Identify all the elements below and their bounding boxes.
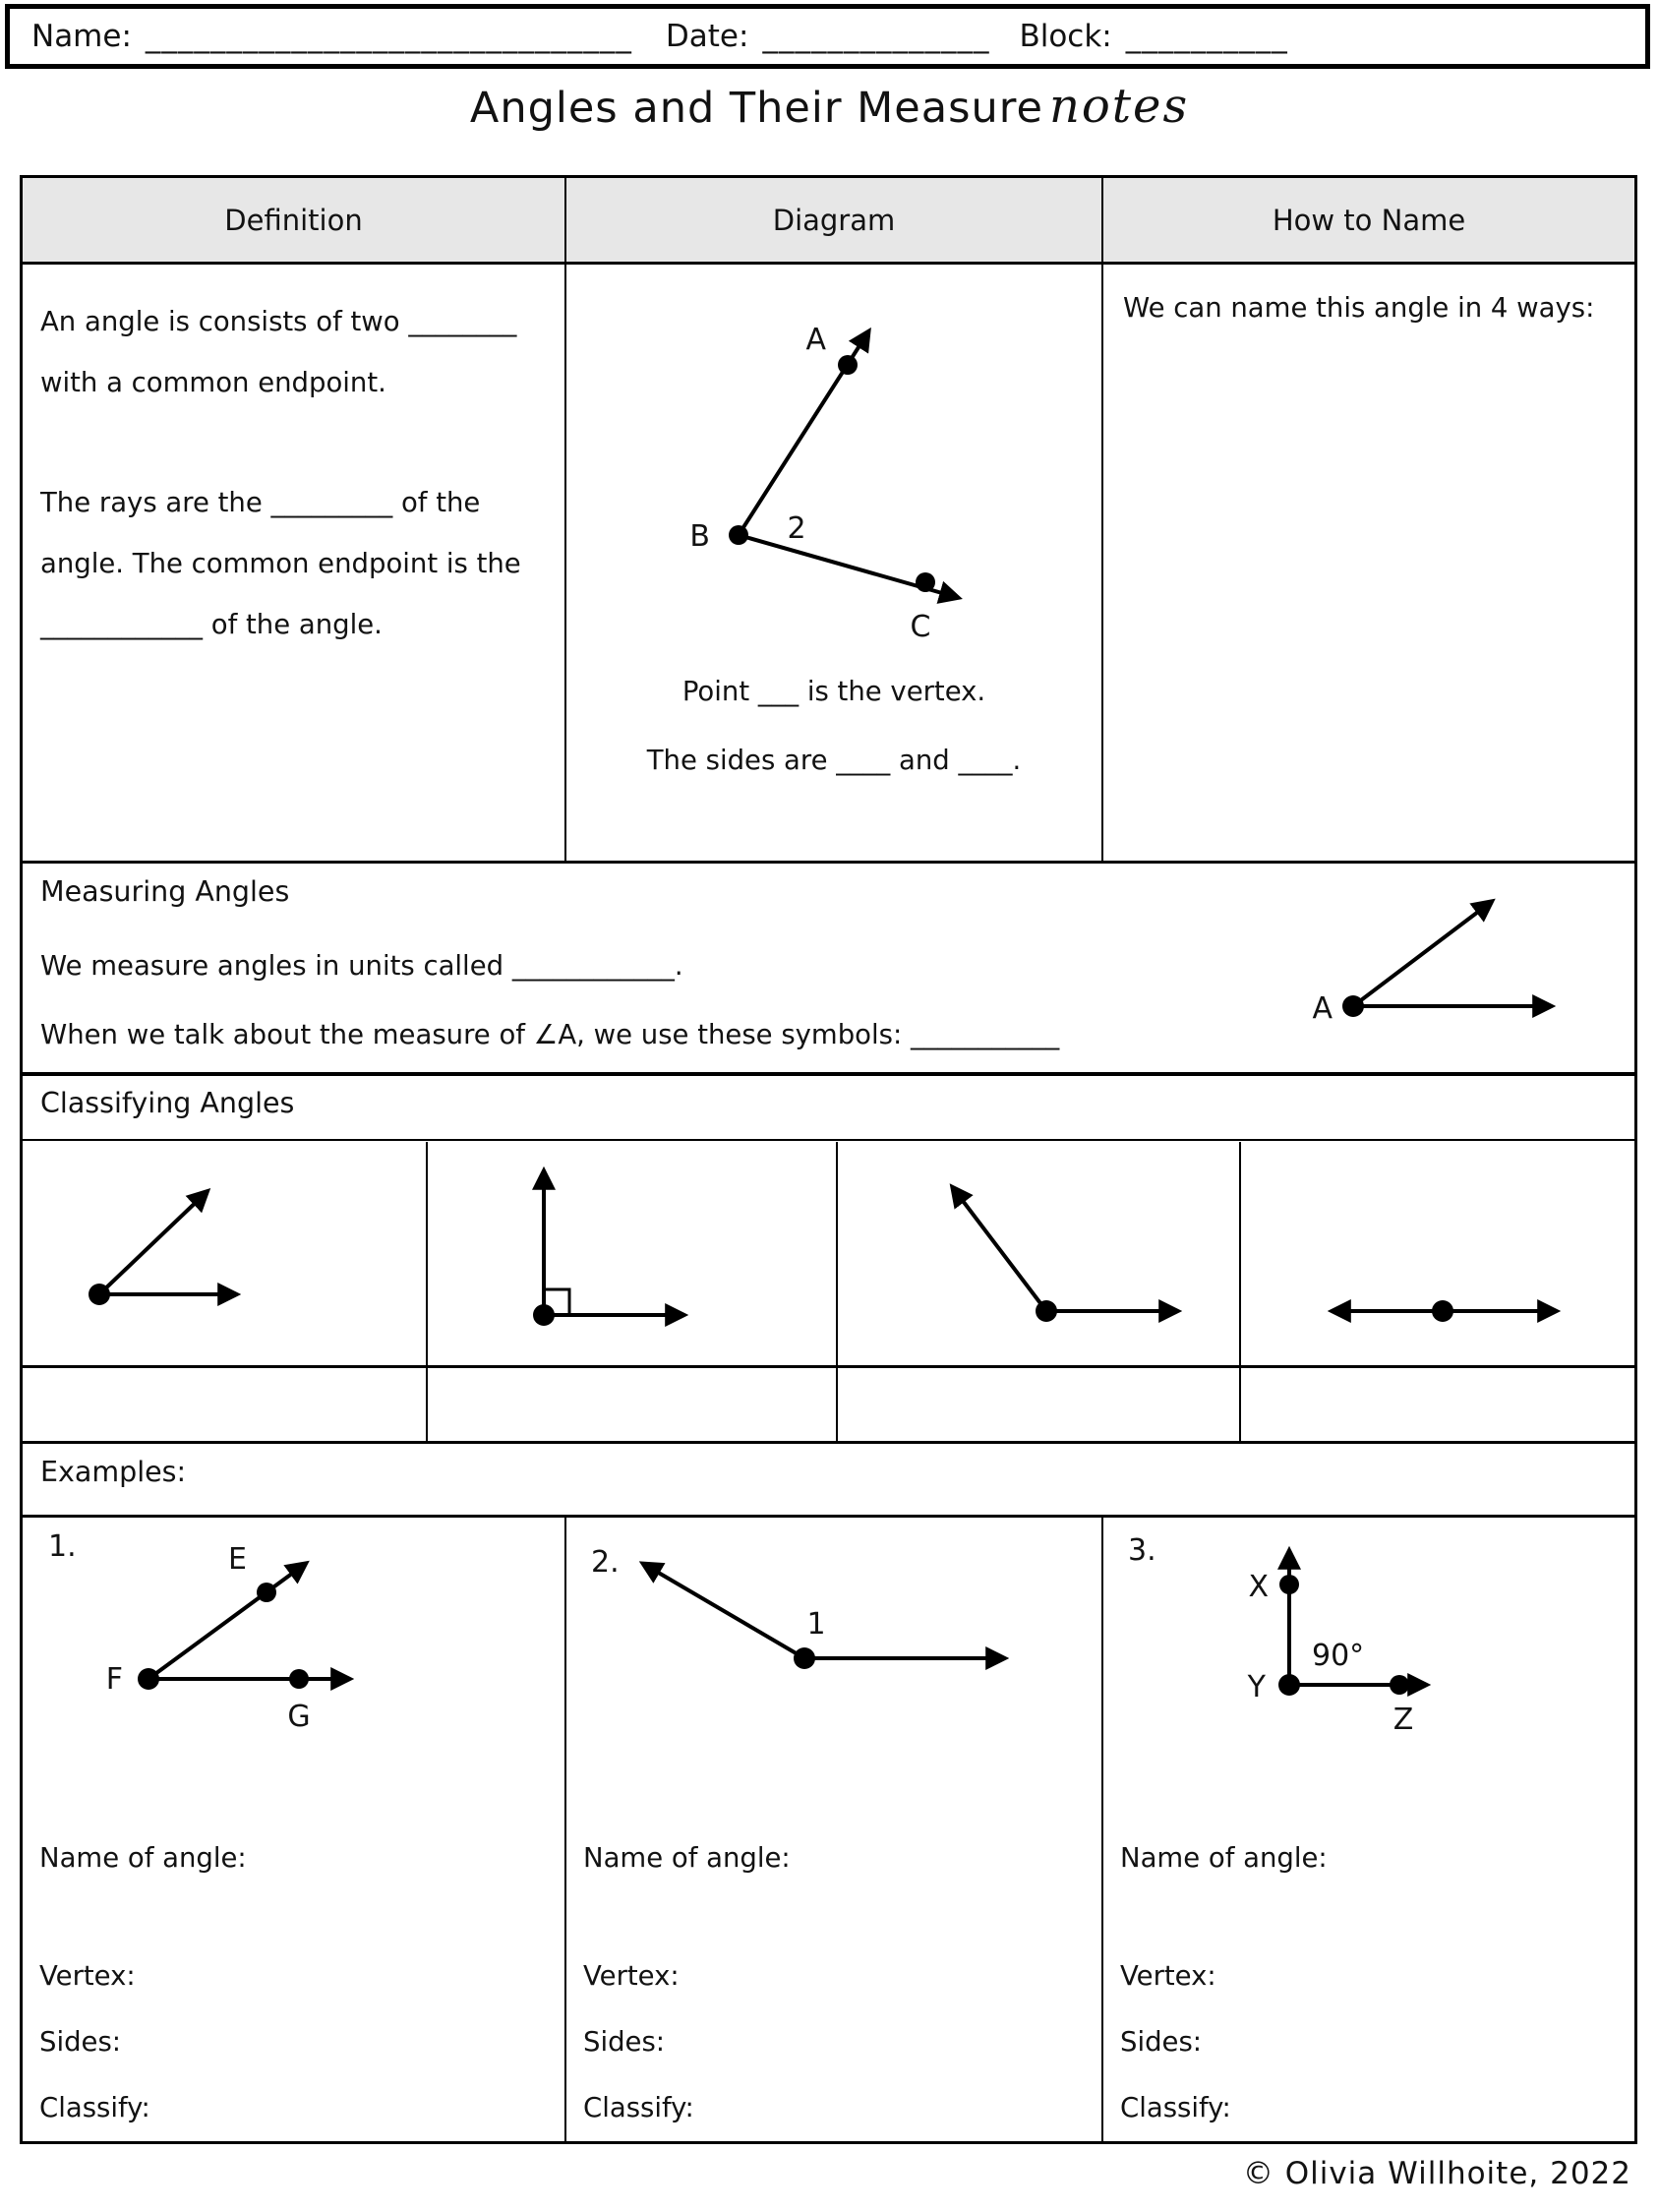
ray-diagonal <box>99 1193 206 1294</box>
date-label: Date: <box>665 19 749 54</box>
vertex-label: Vertex: <box>39 1960 136 1992</box>
classify-label: Classify: <box>1120 2092 1231 2123</box>
point-c-dot <box>916 572 935 592</box>
sides-label: Sides: <box>583 2026 666 2058</box>
how-to-name-text: We can name this angle in 4 ways: <box>1123 292 1595 324</box>
label-y: Y <box>1247 1670 1266 1704</box>
obtuse-angle-cell <box>838 1142 1241 1365</box>
measuring-angles-cell <box>23 864 1634 1072</box>
label-90-degrees: 90° <box>1312 1639 1365 1673</box>
measuring-line-2: When we talk about the measure of ∠A, we use these symbols: ___________ <box>40 1019 1060 1050</box>
page-title-notes-script: notes <box>1048 79 1190 134</box>
ray-up-left <box>645 1565 804 1658</box>
right-angle-diagram <box>428 1142 838 1365</box>
right-answer-cell <box>428 1368 838 1441</box>
angle-efg-diagram <box>23 1518 566 1793</box>
name-date-block-strip <box>5 4 1650 69</box>
vertex-caption: Point ___ is the vertex. <box>681 676 986 707</box>
point-z-dot <box>1390 1675 1409 1695</box>
obtuse-answer-cell <box>838 1368 1241 1441</box>
examples-heading: Examples: <box>40 1456 187 1488</box>
measuring-angles-heading: Measuring Angles <box>40 875 290 908</box>
example-2-number: 2. <box>591 1545 620 1580</box>
point-g-dot <box>289 1669 309 1689</box>
point-x-dot <box>1279 1575 1299 1594</box>
straight-angle-cell <box>1241 1142 1634 1365</box>
angle-xyz-diagram <box>1103 1518 1634 1773</box>
notes-table <box>20 175 1637 2144</box>
examples-heading-cell <box>23 1444 1634 1515</box>
column-header-diagram: Diagram <box>566 178 1103 262</box>
name-blank-line: ______________________________ <box>145 19 632 54</box>
column-header-how-to-name: How to Name <box>1272 203 1466 237</box>
column-header-definition: Definition <box>23 178 566 262</box>
classify-label: Classify: <box>39 2092 150 2123</box>
definition-cell <box>23 265 566 861</box>
definition-row <box>23 265 1634 861</box>
definition-text <box>23 265 564 655</box>
label-z: Z <box>1392 1703 1414 1737</box>
vertex-f-dot <box>138 1668 159 1690</box>
label-angle-1: 1 <box>806 1607 826 1642</box>
vertex-label: Vertex: <box>583 1960 680 1992</box>
label-e: E <box>228 1542 247 1577</box>
vertex-b-dot <box>729 525 748 545</box>
vertex-y-dot <box>1278 1674 1300 1696</box>
label-g: G <box>287 1700 311 1734</box>
angle-a-diagram <box>1252 873 1586 1060</box>
vertex-dot <box>794 1647 815 1669</box>
classifying-angles-cell <box>23 1075 1634 1139</box>
acute-answer-cell <box>23 1368 428 1441</box>
table-header-row <box>23 178 1634 262</box>
vertex-dot <box>1432 1300 1453 1322</box>
sides-label: Sides: <box>39 2026 122 2058</box>
label-c: C <box>910 610 931 644</box>
example-1-cell <box>23 1518 566 2144</box>
examples-header-row <box>23 1444 1634 1515</box>
examples-content-row <box>23 1518 1634 2144</box>
label-x: X <box>1248 1570 1269 1604</box>
classifying-angles-heading: Classifying Angles <box>40 1087 295 1119</box>
classifying-diagrams-row <box>23 1142 1634 1365</box>
diagram-cell <box>566 265 1103 861</box>
classifying-angles-header-row <box>23 1075 1634 1139</box>
label-b: B <box>689 519 710 554</box>
acute-angle-diagram <box>23 1142 428 1365</box>
label-f: F <box>105 1662 123 1697</box>
acute-angle-cell <box>23 1142 428 1365</box>
date-blank-line: ______________ <box>762 19 990 54</box>
definition-paragraph-1: An angle is consists of two ________ with a common endpoint. <box>40 306 517 398</box>
definition-paragraph-2: The rays are the _________ of the angle. The common endpoint is the ____________ of the angle. <box>40 486 521 640</box>
ray-fe <box>148 1565 304 1679</box>
point-a-dot <box>838 355 858 375</box>
sides-caption: The sides are ____ and ____. <box>646 745 1022 776</box>
example-2-cell <box>566 1518 1103 2144</box>
label-angle-2: 2 <box>787 511 806 546</box>
page-title-main: Angles and Their Measure <box>469 84 1043 133</box>
straight-angle-diagram <box>1241 1142 1634 1365</box>
vertex-a-dot <box>1342 995 1364 1017</box>
label-a: A <box>1312 991 1333 1026</box>
ray-diagonal <box>1353 903 1490 1006</box>
vertex-label: Vertex: <box>1120 1960 1216 1992</box>
page-title <box>0 79 1659 134</box>
measuring-angles-row <box>23 864 1634 1072</box>
vertex-dot <box>1036 1300 1057 1322</box>
angle-abc-diagram <box>596 284 1068 678</box>
point-e-dot <box>257 1583 276 1602</box>
block-blank-line: __________ <box>1125 19 1288 54</box>
classifying-answers-row <box>23 1368 1634 1441</box>
sides-label: Sides: <box>1120 2026 1203 2058</box>
label-a: A <box>805 323 826 357</box>
classify-label: Classify: <box>583 2092 694 2123</box>
how-to-name-cell <box>1103 265 1634 861</box>
ray-diagonal <box>954 1189 1046 1311</box>
vertex-dot <box>89 1284 110 1305</box>
right-angle-cell <box>428 1142 838 1365</box>
vertex-dot <box>533 1304 555 1326</box>
angle-1-diagram <box>566 1518 1103 1773</box>
example-1-number: 1. <box>48 1529 77 1564</box>
obtuse-angle-diagram <box>838 1142 1241 1365</box>
block-label: Block: <box>1019 19 1112 54</box>
name-of-angle-label: Name of angle: <box>39 1842 247 1874</box>
divider <box>23 1139 1634 1141</box>
example-3-number: 3. <box>1128 1533 1156 1568</box>
measuring-line-1: We measure angles in units called ____________. <box>40 950 683 982</box>
name-label: Name: <box>31 19 132 54</box>
copyright-credit: © Olivia Willhoite, 2022 <box>1242 2156 1631 2191</box>
name-of-angle-label: Name of angle: <box>583 1842 791 1874</box>
example-3-cell <box>1103 1518 1634 2144</box>
name-of-angle-label: Name of angle: <box>1120 1842 1328 1874</box>
straight-answer-cell <box>1241 1368 1634 1441</box>
